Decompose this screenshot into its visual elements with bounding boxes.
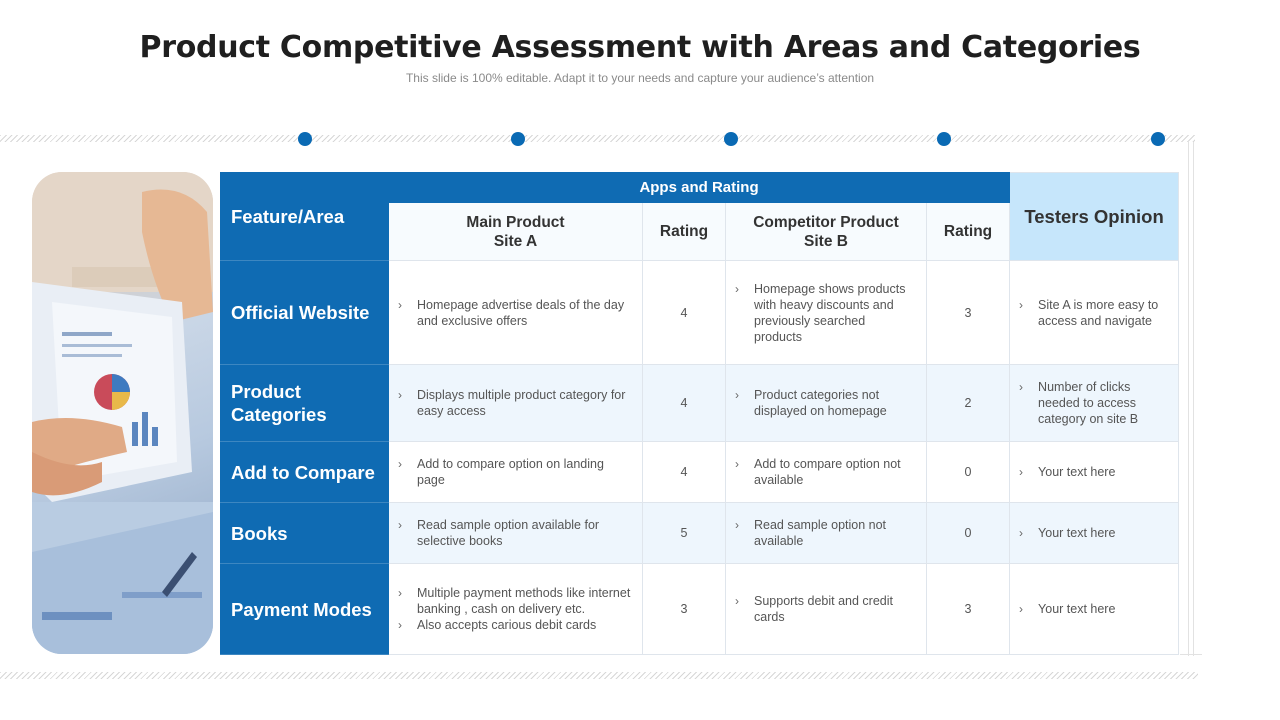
opinion-cell: › Site A is more easy to access and navigate — [1010, 261, 1179, 365]
testers-opinion-header: Testers Opinion — [1010, 173, 1179, 261]
site-b-cell: › Supports debit and credit cards — [726, 564, 927, 655]
feature-cell: Add to Compare — [221, 442, 389, 503]
feature-cell: Official Website — [221, 261, 389, 365]
feature-cell: Payment Modes — [221, 564, 389, 655]
timeline-dot — [1151, 132, 1165, 146]
timeline-dot — [724, 132, 738, 146]
table-row — [221, 442, 1179, 503]
bottom-hatched-divider — [0, 672, 1198, 679]
table-row — [221, 365, 1179, 442]
site-a-cell: › Add to compare option on landing page — [389, 442, 643, 503]
opinion-cell: › Your text here — [1010, 442, 1179, 503]
feature-area-header: Feature/Area — [221, 173, 389, 261]
site-b-cell: › Product categories not displayed on homepage — [726, 365, 927, 442]
table-row — [221, 261, 1179, 365]
rating-b-cell: 0 — [927, 442, 1010, 503]
rating-b-cell: 3 — [927, 261, 1010, 365]
page-subtitle: This slide is 100% editable. Adapt it to your needs and capture your audience’s attention — [405, 71, 875, 85]
opinion-cell: › Your text here — [1010, 564, 1179, 655]
table-row — [221, 503, 1179, 564]
site-b-header: Competitor Product Site B — [726, 203, 927, 261]
assessment-table — [220, 172, 1179, 655]
site-b-cell: › Add to compare option not available — [726, 442, 927, 503]
site-b-cell: › Read sample option not available — [726, 503, 927, 564]
rating-a-cell: 4 — [643, 261, 726, 365]
feature-cell: Product Categories — [221, 365, 389, 442]
timeline-dot — [511, 132, 525, 146]
rating-a-cell: 5 — [643, 503, 726, 564]
rating-b-cell: 3 — [927, 564, 1010, 655]
table-row — [221, 564, 1179, 655]
frame-line — [1188, 142, 1189, 656]
rating-a-cell: 4 — [643, 442, 726, 503]
opinion-cell: › Your text here — [1010, 503, 1179, 564]
opinion-cell: › Number of clicks needed to access category on site B — [1010, 365, 1179, 442]
site-a-cell: › Read sample option available for selective books — [389, 503, 643, 564]
feature-cell: Books — [221, 503, 389, 564]
rating-b-cell: 2 — [927, 365, 1010, 442]
frame-line — [1193, 142, 1194, 656]
site-a-cell: › Multiple payment methods like internet banking , cash on delivery etc. › Also accepts carious debit cards — [389, 564, 643, 655]
rating-a-cell: 4 — [643, 365, 726, 442]
rating-b-header: Rating — [927, 203, 1010, 261]
top-hatched-divider — [0, 135, 1195, 142]
site-a-cell: › Homepage advertise deals of the day and exclusive offers — [389, 261, 643, 365]
apps-rating-header: Apps and Rating — [389, 173, 1010, 203]
rating-a-header: Rating — [643, 203, 726, 261]
timeline-dot — [937, 132, 951, 146]
site-a-header: Main Product Site A — [389, 203, 643, 261]
site-b-cell: › Homepage shows products with heavy discounts and previously searched products — [726, 261, 927, 365]
page-title: Product Competitive Assessment with Areas and Categories — [139, 30, 1141, 65]
site-a-cell: › Displays multiple product category for easy access — [389, 365, 643, 442]
rating-a-cell: 3 — [643, 564, 726, 655]
timeline-dot — [298, 132, 312, 146]
hands-documents-photo — [32, 172, 213, 654]
rating-b-cell: 0 — [927, 503, 1010, 564]
frame-line — [1180, 654, 1202, 655]
